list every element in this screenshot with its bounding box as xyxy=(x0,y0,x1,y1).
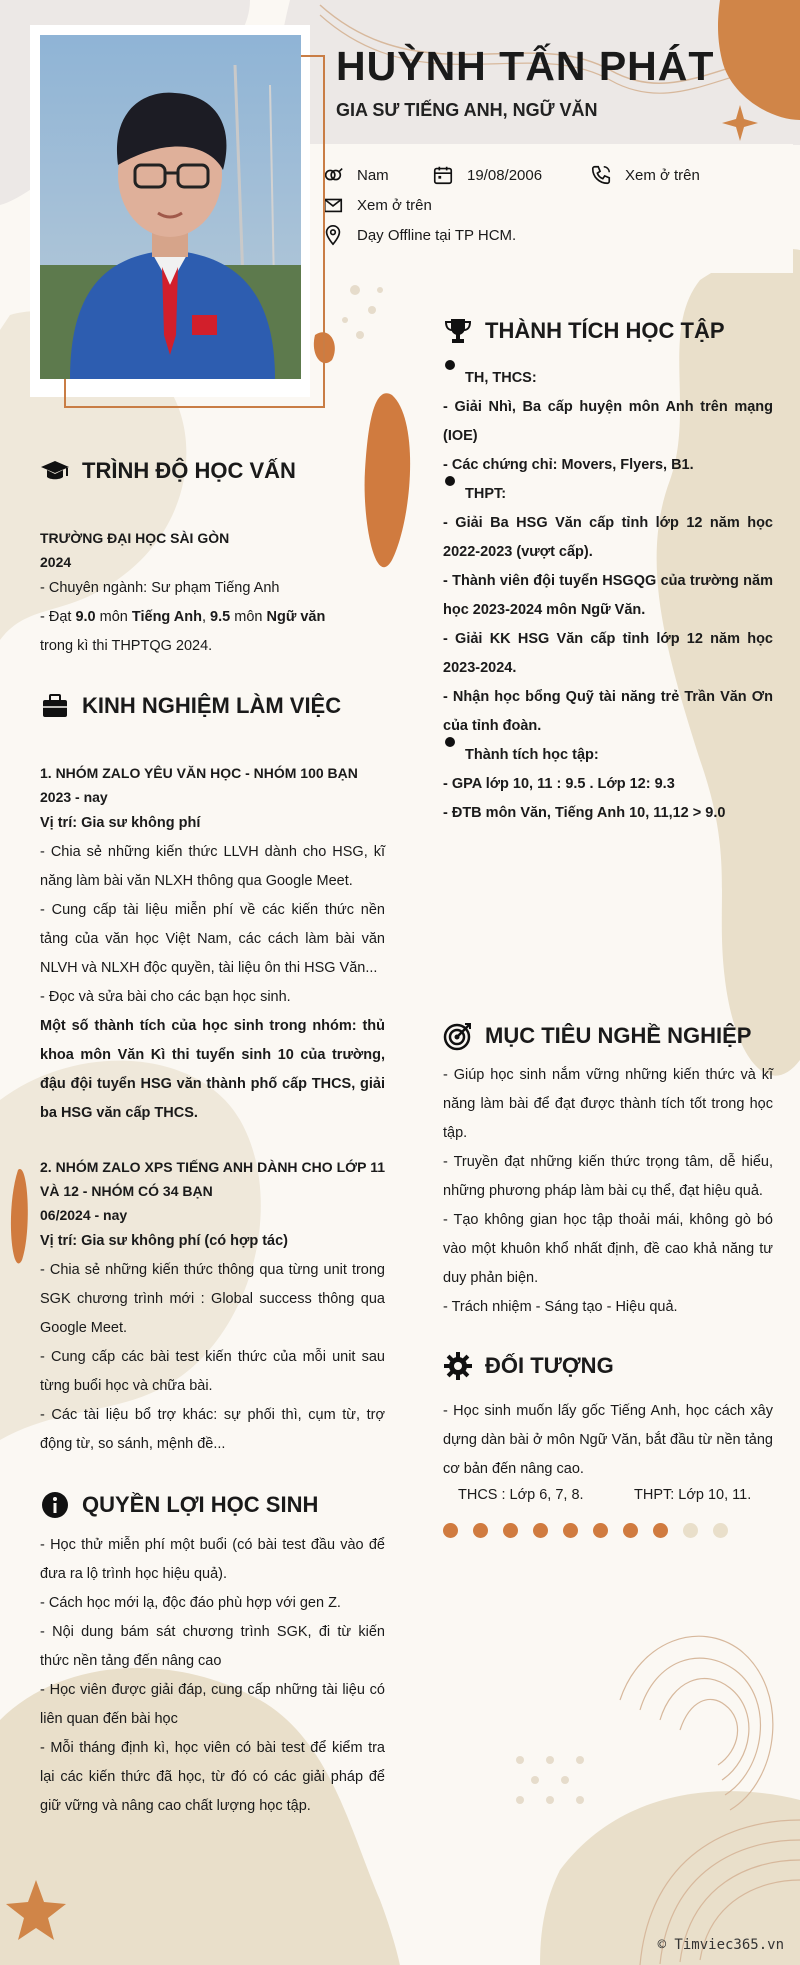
achievement-group-heading: THPT: xyxy=(443,480,773,509)
education-title-text: TRÌNH ĐỘ HỌC VẤN xyxy=(82,458,296,483)
goals-title-text: MỤC TIÊU NGHỀ NGHIỆP xyxy=(485,1023,752,1048)
job-name: 2. NHÓM ZALO XPS TIẾNG ANH DÀNH CHO LỚP 11 VÀ 12 - NHÓM CÓ 34 BẠN xyxy=(40,1159,385,1199)
target-thpt: THPT: Lớp 10, 11. xyxy=(634,1487,752,1503)
goal-item: - Trách nhiệm - Sáng tạo - Hiệu quả. xyxy=(443,1299,678,1315)
score-prefix: - Đạt xyxy=(40,609,76,625)
profile-photo xyxy=(40,35,301,379)
target-title-text: ĐỐI TƯỢNG xyxy=(485,1353,614,1378)
benefit-item: - Mỗi tháng định kì, học viên có bài test để kiểm tra lại các kiến thức đã học, từ đó có các giải pháp để giữ vững và nâng cao chất lượng học tập. xyxy=(40,1740,385,1814)
job-duty: - Cung cấp các bài test kiến thức của mỗi unit sau từng buổi học và chữa bài. xyxy=(40,1349,385,1394)
achievement-item: - Giải KK HSG Văn cấp tỉnh lớp 12 năm học 2023-2024. xyxy=(443,631,773,676)
achievements-section-title xyxy=(443,316,725,346)
level-dot xyxy=(503,1523,518,1538)
score-text: , xyxy=(201,609,211,625)
achievement-item: - GPA lớp 10, 11 : 9.5 . Lớp 12: 9.3 xyxy=(443,776,675,792)
footer-site: © Timviec365.vn xyxy=(657,1937,784,1953)
education-section-title xyxy=(40,456,296,486)
goals-section-title xyxy=(443,1021,751,1051)
education-score xyxy=(40,603,385,661)
achievement-item: - Thành viên đội tuyển HSGQG của trường năm học 2023-2024 môn Ngữ Văn. xyxy=(443,573,773,618)
contact-address xyxy=(322,224,516,246)
school-name: TRƯỜNG ĐẠI HỌC SÀI GÒN xyxy=(40,530,230,546)
subject-literature: Ngữ văn xyxy=(266,609,326,625)
contact-gender xyxy=(322,164,389,186)
dob-value: 19/08/2006 xyxy=(467,166,543,184)
address-value: Dạy Offline tại TP HCM. xyxy=(357,226,517,244)
score-text: môn xyxy=(95,609,132,625)
achievement-item: - Nhận học bổng Quỹ tài năng trẻ Trần Văn Ơn của tỉnh đoàn. xyxy=(443,689,773,734)
school-year: 2024 xyxy=(40,554,72,570)
achievement-item: - Giải Ba HSG Văn cấp tỉnh lớp 12 năm học 2022-2023 (vượt cấp). xyxy=(443,515,773,560)
contact-email xyxy=(322,194,432,216)
target-content xyxy=(443,1397,773,1484)
level-dot xyxy=(713,1523,728,1538)
experience-job-2 xyxy=(40,1155,385,1459)
experience-section-title xyxy=(40,691,341,721)
job-period: 06/2024 - nay xyxy=(40,1207,128,1223)
job-position: Vị trí: Gia sư không phí xyxy=(40,815,201,831)
briefcase-icon xyxy=(40,691,70,721)
achievement-item: - Giải Nhì, Ba cấp huyện môn Anh trên mạng (IOE) xyxy=(443,399,773,444)
achievement-group-heading: TH, THCS: xyxy=(443,364,773,393)
contact-dob xyxy=(432,164,542,186)
gear-icon xyxy=(443,1351,473,1381)
job-duty: - Các tài liệu bổ trợ khác: sự phối thì, cụm từ, trợ động từ, so sánh, mệnh đề... xyxy=(40,1407,385,1452)
level-dots xyxy=(443,1523,728,1538)
target-thcs: THCS : Lớp 6, 7, 8. xyxy=(458,1487,584,1503)
level-dot xyxy=(683,1523,698,1538)
phone-value: Xem ở trên xyxy=(625,166,700,184)
location-pin-icon xyxy=(322,224,344,246)
trophy-icon xyxy=(443,316,473,346)
benefits-content xyxy=(40,1531,385,1821)
benefit-item: - Học viên được giải đáp, cung cấp những tài liệu có liên quan đến bài học xyxy=(40,1682,385,1727)
achievement-group-heading: Thành tích học tập: xyxy=(443,741,773,770)
goal-item: - Truyền đạt những kiến thức trọng tâm, dễ hiểu, những phương pháp làm bài cụ thể, đạt hiệu quả. xyxy=(443,1154,773,1199)
goal-item: - Giúp học sinh nắm vững những kiến thức và kĩ năng làm bài để đạt được thành tích tốt trong học tập. xyxy=(443,1067,773,1141)
achievement-item: - Các chứng chỉ: Movers, Flyers, B1. xyxy=(443,457,694,473)
graduation-cap-icon xyxy=(40,456,70,486)
benefit-item: - Học thử miễn phí một buổi (có bài test đầu vào để đưa ra lộ trình học hiệu quả). xyxy=(40,1537,385,1582)
education-content xyxy=(40,526,385,661)
level-dot xyxy=(653,1523,668,1538)
benefit-item: - Cách học mới lạ, độc đáo phù hợp với gen Z. xyxy=(40,1595,341,1611)
target-section-title xyxy=(443,1351,614,1381)
job-duty: - Chia sẻ những kiến thức thông qua từng unit trong SGK chương trình mới : Global success thông qua Google Meet. xyxy=(40,1262,385,1336)
level-dot xyxy=(533,1523,548,1538)
achievements-title-text: THÀNH TÍCH HỌC TẬP xyxy=(485,318,725,343)
level-dot xyxy=(473,1523,488,1538)
gender-value: Nam xyxy=(357,166,389,184)
achievements-content xyxy=(443,364,773,828)
job-highlight: Một số thành tích của học sinh trong nhóm: thủ khoa môn Văn Kì thi tuyển sinh 10 của trường, đậu đội tuyển HSG văn thành phố cấp THCS, giải ba HSG văn cấp THCS. xyxy=(40,1018,385,1121)
gender-icon xyxy=(322,164,344,186)
job-duty: - Đọc và sửa bài cho các bạn học sinh. xyxy=(40,989,291,1005)
education-major: - Chuyên ngành: Sư phạm Tiếng Anh xyxy=(40,580,280,596)
goals-content xyxy=(443,1061,773,1322)
goal-item: - Tạo không gian học tập thoải mái, không gò bó vào một khuôn khổ nhất định, đề cao khả năng tư duy phản biện. xyxy=(443,1212,773,1286)
score-text: môn xyxy=(230,609,267,625)
job-duty: - Chia sẻ những kiến thức LLVH dành cho HSG, kĩ năng làm bài văn NLXH thông qua Google Meet. xyxy=(40,844,385,889)
mail-icon xyxy=(322,194,344,216)
candidate-role: GIA SƯ TIẾNG ANH, NGỮ VĂN xyxy=(336,100,598,120)
score-suffix: trong kì thi THPTQG 2024. xyxy=(40,638,213,654)
level-dot xyxy=(623,1523,638,1538)
email-value: Xem ở trên xyxy=(357,196,432,214)
subject-english: Tiếng Anh xyxy=(131,609,202,625)
experience-job-1 xyxy=(40,761,385,1128)
job-name: 1. NHÓM ZALO YÊU VĂN HỌC - NHÓM 100 BẠN xyxy=(40,765,358,781)
candidate-name: HUỲNH TẤN PHÁT xyxy=(336,43,715,89)
experience-title-text: KINH NGHIỆM LÀM VIỆC xyxy=(82,693,342,718)
job-period: 2023 - nay xyxy=(40,789,108,805)
benefit-item: - Nội dung bám sát chương trình SGK, đi từ kiến thức nền tảng đến nâng cao xyxy=(40,1624,385,1669)
level-dot xyxy=(443,1523,458,1538)
level-dot xyxy=(593,1523,608,1538)
contact-phone xyxy=(590,164,700,186)
score-english: 9.0 xyxy=(75,609,96,625)
phone-icon xyxy=(590,164,612,186)
info-icon xyxy=(40,1490,70,1520)
benefits-section-title xyxy=(40,1490,318,1520)
benefits-title-text: QUYỀN LỢI HỌC SINH xyxy=(82,1492,319,1517)
job-duty: - Cung cấp tài liệu miễn phí về các kiến thức nền tảng của văn học Việt Nam, các cách làm bài văn NLVH và NLXH độc quyền, tài liệu ôn thi HSG Văn... xyxy=(40,902,385,976)
achievement-item: - ĐTB môn Văn, Tiếng Anh 10, 11,12 > 9.0 xyxy=(443,805,726,821)
score-literature: 9.5 xyxy=(210,609,231,625)
target-description: - Học sinh muốn lấy gốc Tiếng Anh, học cách xây dựng dàn bài ở môn Ngữ Văn, bắt đầu từ nền tảng cơ bản đến nâng cao. xyxy=(443,1403,773,1477)
calendar-icon xyxy=(432,164,454,186)
target-icon xyxy=(443,1021,473,1051)
job-position: Vị trí: Gia sư không phí (có hợp tác) xyxy=(40,1233,288,1249)
level-dot xyxy=(563,1523,578,1538)
